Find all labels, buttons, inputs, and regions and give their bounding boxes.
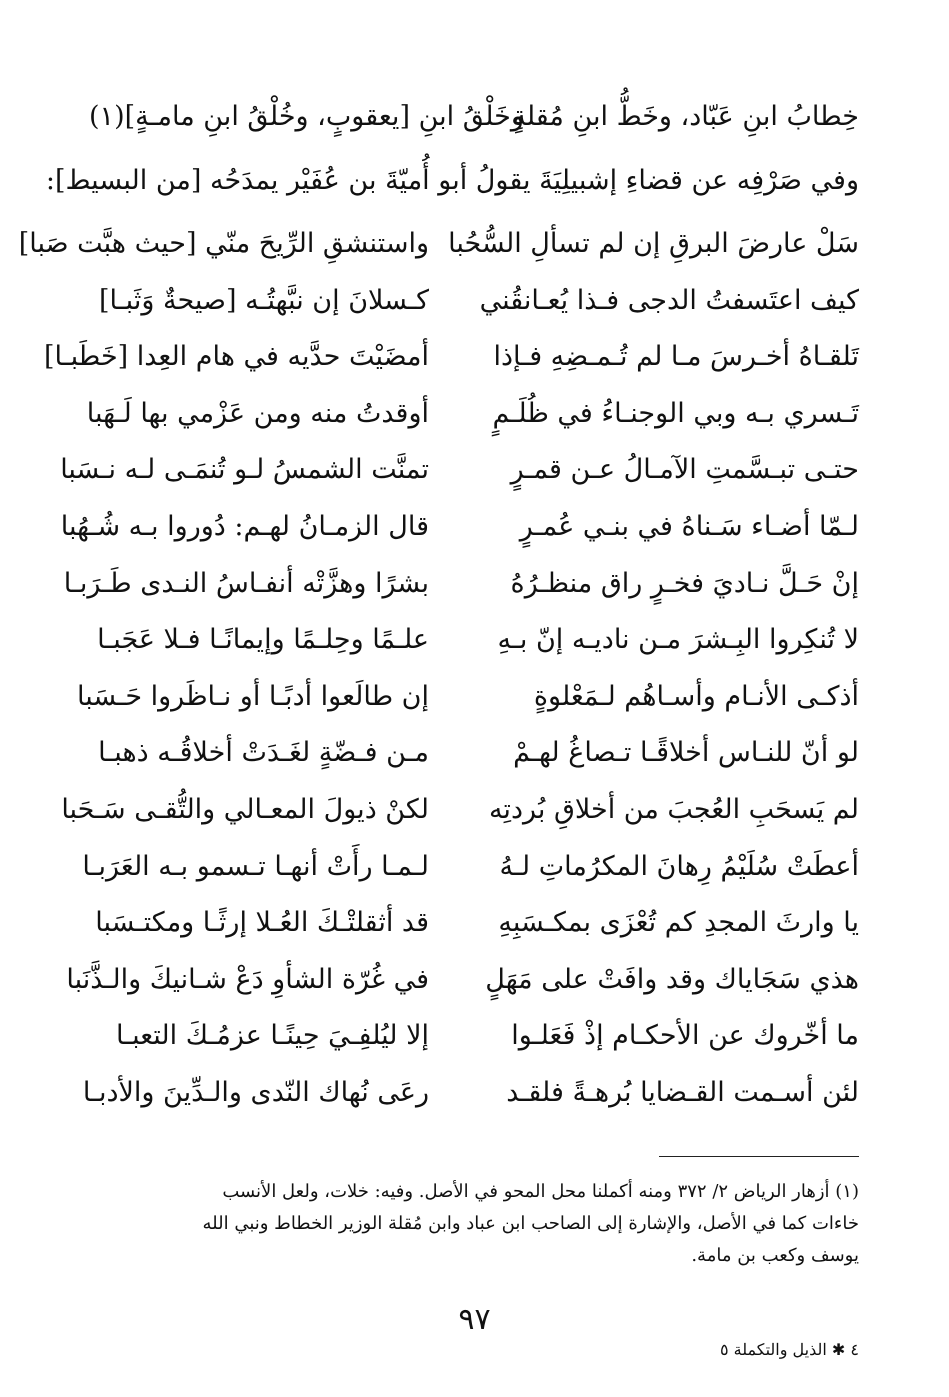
verse-first-hemistich: إنْ حَـلَّ نـاديَ فخـرٍ راق منظـرُهُ xyxy=(510,567,859,599)
page-number: ٩٧ xyxy=(458,1302,491,1337)
verse xyxy=(89,727,859,784)
verse-second-hemistich: لكنْ ذيولَ المعـالي والتُّقـى سَـحَبا xyxy=(61,793,429,825)
verse xyxy=(89,275,859,332)
poem-introduction: وفي صَرْفِه عن قضاءِ إشبيلِيَةَ يقولُ أبو أُميّةَ بن عُفَيْر يمدَحُه [من البسيط]: xyxy=(45,165,859,196)
verse-second-hemistich: لـمـا رأَتْ أنهـا تـسمو بـه العَرَبـا xyxy=(82,850,429,882)
verse-first-hemistich: لو أنّ للنـاس أخلاقًـا تـصاغُ لهـمْ xyxy=(513,737,859,769)
verse xyxy=(63,558,859,615)
footnote xyxy=(89,1176,859,1272)
verse xyxy=(86,388,859,445)
verse-second-hemistich: مـن فـضّةٍ لغَـدَتْ أخلاقُـه ذهبـا xyxy=(98,737,429,769)
verse-first-hemistich: ما أخّروك عن الأحكـام إذْ فَعَلـوا xyxy=(511,1020,859,1052)
verse xyxy=(61,784,859,841)
footnote-line: يوسف وكعب بن مامة. xyxy=(691,1245,859,1266)
verse-first-hemistich: أعطَتْ سُلَيْمُ رِهانَ المكرُماتِ لـهُ xyxy=(499,850,859,882)
verse-second-hemistich: أوقدتُ منه ومن عَزْمي بها لَـهَبا xyxy=(86,397,429,429)
verse xyxy=(89,1010,859,1067)
footnote-line: (١) أزهار الرياض ٢/ ٣٧٢ ومنه أكملنا محل المحو في الأصل. وفيه: خلات، ولعل الأنسب xyxy=(222,1181,859,1202)
verse-second-hemistich: إن طالَعوا أدبًـا أو نـاظَروا حَـسَبا xyxy=(76,680,429,712)
verse-first-hemistich: أذكـى الأنـام وأسـاهُم لـمَعْلوةٍ xyxy=(533,680,859,712)
verse xyxy=(18,218,859,275)
verse-second-hemistich: في غُرّة الشأوِ دَعْ شـانيكَ والـذَّنَبا xyxy=(66,963,429,995)
verse-second-hemistich: كـسلانَ إن نبَّهتُـه [صيحةٌ وَثَبـا] xyxy=(99,284,429,316)
verse-second-hemistich: قد أثقلتْـكَ العُـلا إرثًـا ومكتـسَبا xyxy=(95,907,429,939)
verse xyxy=(60,444,859,501)
verse-first-hemistich: لا تُنكِروا البِـشرَ مـن ناديـه إنّ بـهِ xyxy=(497,624,859,656)
verse-second-hemistich: رعَى نُهاك النّدى والـدِّينَ والأدبـا xyxy=(82,1076,429,1108)
verse-first-hemistich: حتـى تبـسَّمتِ الآمـالُ عـن قمـرٍ xyxy=(510,454,859,486)
verse-first-hemistich: لئن أسـمت القـضايا بُرهـةً فلقـد xyxy=(506,1076,859,1108)
running-footer: ٤ ✱ الذيل والتكملة ٥ xyxy=(719,1340,859,1359)
footnote-separator xyxy=(659,1156,859,1157)
opening-verse xyxy=(89,92,859,142)
footnote-line: خاءات كما في الأصل، والإشارة إلى الصاحب ابن عباد وابن مُقلة الوزير الخطاط ونبي الله xyxy=(202,1213,859,1234)
verse-second-hemistich: أمضَيْتَ حدَّيه في هام العِدا [خَطَبـا] xyxy=(43,341,429,373)
verse-first-hemistich: كيف اعتَسفتُ الدجى فـذا يُعـانقُني xyxy=(479,284,859,316)
verse xyxy=(82,1067,859,1124)
verse-second-hemistich: تمنَّت الشمسُ لـو تُنمَـى لـه نـسَبا xyxy=(60,454,429,486)
verse-first-hemistich: لـمّا أضـاء سَـناهُ في بنـي عُمـرٍ xyxy=(519,510,859,542)
verse-second-hemistich: علـمًا وحِلـمًا وإيمانًـا فـلا عَجَبـا xyxy=(97,624,429,656)
verse-second-hemistich: بشرًا وهزَّتْه أنفـاسُ النـدى طَـرَبـا xyxy=(63,567,429,599)
verse xyxy=(76,671,859,728)
verse xyxy=(82,841,859,898)
verse-second-hemistich: واستنشقِ الرِّيحَ منّي [حيث هبَّت صَبا] xyxy=(18,228,429,259)
verse-first-hemistich: سَلْ عارضَ البرقِ إن لم تسألِ السُّحُبا xyxy=(448,228,859,259)
verse xyxy=(60,501,859,558)
opening-verse-second-hemistich: وخَلْقُ ابنِ [يعقوبٍ، وخُلْقُ ابنِ مامـةٍ](١) xyxy=(89,101,524,132)
verse xyxy=(89,897,859,954)
verse-first-hemistich: لم يَسحَبِ العُجبَ من أخلاقِ بُردتِه xyxy=(488,793,859,825)
verse-first-hemistich: تَلقـاهُ أخـرسَ مـا لم تُـمـضِهِ فـإذا xyxy=(493,341,859,373)
verse xyxy=(43,331,859,388)
verse-first-hemistich: يا وارثَ المجدِ كم تُعْزَى بمكـسَبِهِ xyxy=(498,907,859,939)
verse xyxy=(66,954,859,1011)
verse-first-hemistich: هذي سَجَاياك وقد وافَتْ على مَهَلٍ xyxy=(485,963,859,995)
verse-first-hemistich: تَـسري بـه وبي الوجنـاءُ في ظُلَـمٍ xyxy=(492,397,859,429)
opening-verse-first-hemistich: خِطابُ ابنِ عَبّاد، وخَطُّ ابنِ مُقلةٍ xyxy=(512,101,859,132)
poem xyxy=(18,218,859,1124)
verse xyxy=(89,614,859,671)
verse-second-hemistich: إلا ليُلفِـيَ حِينًـا عزمُـكَ التعبـا xyxy=(115,1020,429,1052)
verse-second-hemistich: قال الزمـانُ لهـم: دُوروا بـه شُـهُبا xyxy=(60,510,429,542)
